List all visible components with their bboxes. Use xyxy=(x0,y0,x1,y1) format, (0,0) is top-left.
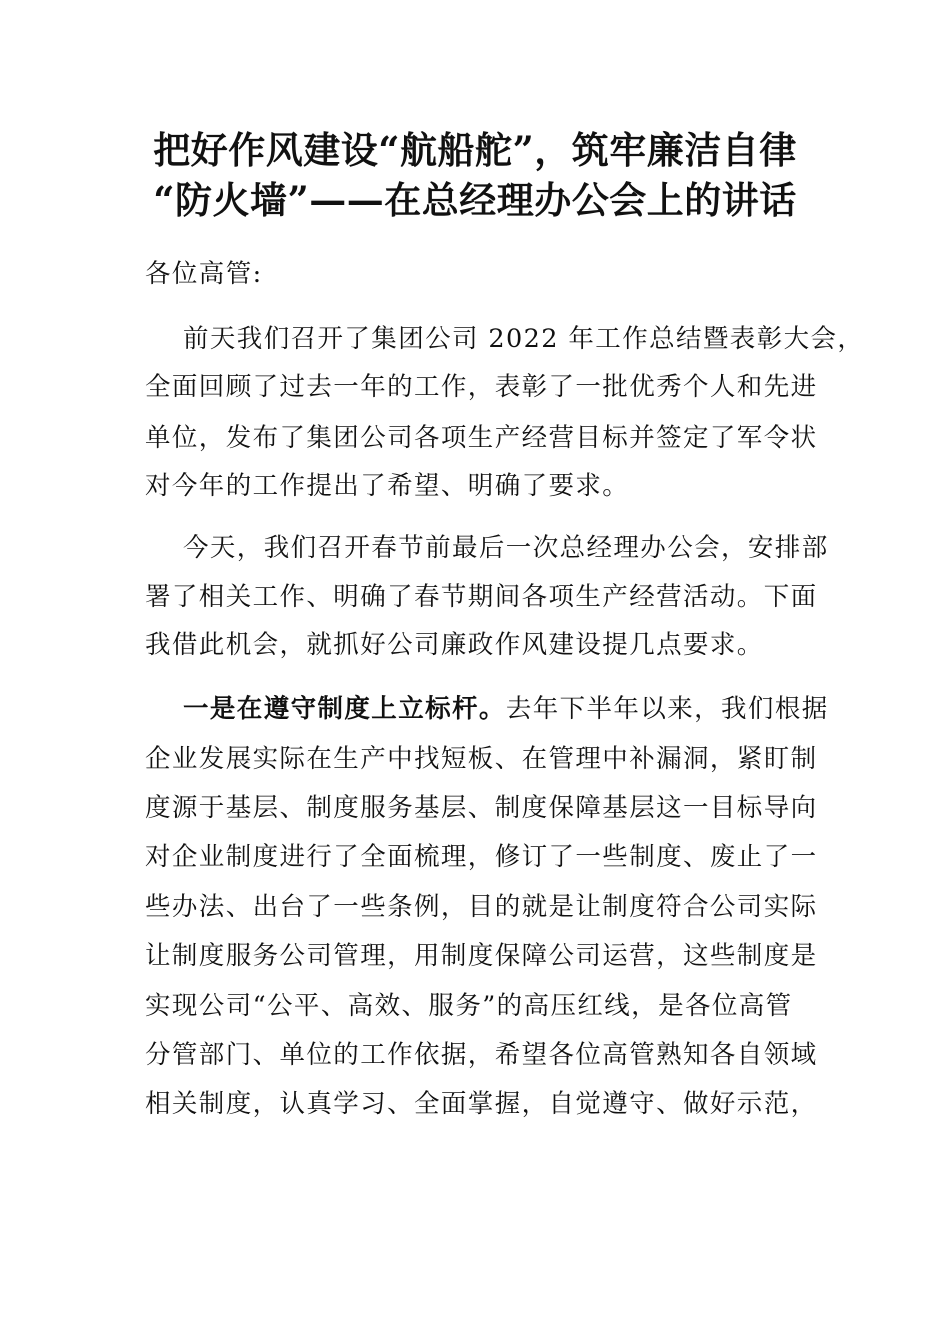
paragraph-3-heading: 一是在遵守制度上立标杆。 xyxy=(183,694,506,724)
paragraph-3-line: 些办法、出台了一些条例，目的就是让制度符合公司实际 xyxy=(145,892,818,922)
paragraph-1-line: 全面回顾了过去一年的工作，表彰了一批优秀个人和先进 xyxy=(145,372,818,402)
paragraph-1-line: 单位，发布了集团公司各项生产经营目标并签定了军令状 xyxy=(145,423,818,453)
paragraph-1-line: 对今年的工作提出了希望、明确了要求。 xyxy=(145,471,630,501)
paragraph-3-line: 分管部门、单位的工作依据，希望各位高管熟知各自领域 xyxy=(145,1040,818,1070)
paragraph-2-line: 我借此机会，就抓好公司廉政作风建设提几点要求。 xyxy=(145,630,764,660)
paragraph-3-line: 对企业制度进行了全面梳理，修订了一些制度、废止了一 xyxy=(145,842,818,872)
paragraph-3-line: 让制度服务公司管理，用制度保障公司运营，这些制度是 xyxy=(145,941,818,971)
salutation: 各位高管: xyxy=(145,259,263,289)
paragraph-2-line: 今天，我们召开春节前最后一次总经理办公会，安排部 xyxy=(183,533,829,563)
paragraph-3-first-line xyxy=(183,692,829,726)
paragraph-3-line: 度源于基层、制度服务基层、制度保障基层这一目标导向 xyxy=(145,793,818,823)
document-title-line-2: “防火墙”——在总经理办公会上的讲话 xyxy=(153,178,797,222)
document-title-line-1: 把好作风建设“航船舵”，筑牢廉洁自律 xyxy=(153,128,797,172)
paragraph-3-line: 企业发展实际在生产中找短板、在管理中补漏洞，紧盯制 xyxy=(145,744,818,774)
paragraph-2-line: 署了相关工作、明确了春节期间各项生产经营活动。下面 xyxy=(145,582,818,612)
paragraph-3-line: 实现公司“公平、高效、服务”的高压红线，是各位高管 xyxy=(145,991,793,1021)
paragraph-3-line: 相关制度，认真学习、全面掌握，自觉遵守、做好示范， xyxy=(145,1089,818,1119)
paragraph-3-first-line-text: 去年下半年以来，我们根据 xyxy=(505,694,829,724)
paragraph-1-line: 前天我们召开了集团公司 2022 年工作总结暨表彰大会， xyxy=(183,324,865,354)
